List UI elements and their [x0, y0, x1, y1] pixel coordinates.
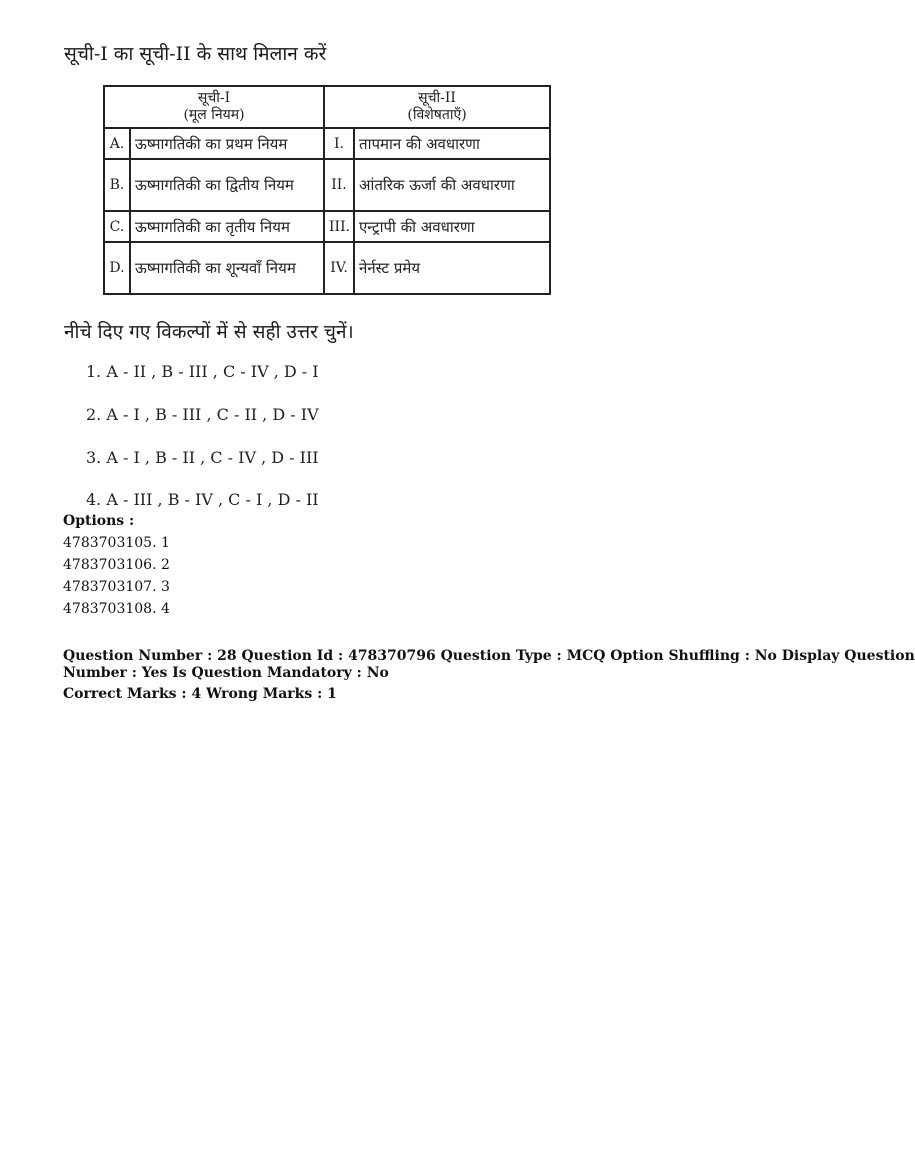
choice-2: 2. A - I , B - III , C - II , D - IV [86, 405, 319, 424]
choice-3: 3. A - I , B - II , C - IV , D - III [86, 448, 319, 467]
table-header-row [104, 86, 550, 128]
row-numeral: II. [324, 159, 354, 211]
option-id-1: 4783703105. 1 [63, 535, 170, 551]
header-list-2-title: सूची-II [418, 90, 456, 106]
question-meta-line-2: Number : Yes Is Question Mandatory : No [63, 665, 389, 681]
choice-4: 4. A - III , B - IV , C - I , D - II [86, 490, 319, 509]
row-letter: D. [104, 242, 130, 294]
header-list-1-title: सूची-I [197, 90, 231, 106]
header-list-2 [324, 86, 550, 128]
row-law: ऊष्मागतिकी का प्रथम नियम [130, 128, 324, 159]
option-id-2: 4783703106. 2 [63, 557, 170, 573]
question-meta-line-1: Question Number : 28 Question Id : 478370796 Question Type : MCQ Option Shuffling : No Display Question [63, 648, 915, 664]
row-numeral: I. [324, 128, 354, 159]
row-feature: एन्ट्रापी की अवधारणा [354, 211, 550, 242]
match-table [103, 85, 551, 295]
row-law: ऊष्मागतिकी का शून्यवाँ नियम [130, 242, 324, 294]
row-numeral: IV. [324, 242, 354, 294]
question-title: सूची-I का सूची-II के साथ मिलान करें [64, 43, 327, 65]
header-list-2-subtitle: (विशेषताएँ) [407, 107, 467, 123]
table-row [104, 128, 550, 159]
row-letter: A. [104, 128, 130, 159]
option-id-3: 4783703107. 3 [63, 579, 170, 595]
question-marks-line: Correct Marks : 4 Wrong Marks : 1 [63, 686, 337, 702]
table-row [104, 211, 550, 242]
row-numeral: III. [324, 211, 354, 242]
row-law: ऊष्मागतिकी का तृतीय नियम [130, 211, 324, 242]
table-row [104, 159, 550, 211]
row-feature: आंतरिक ऊर्जा की अवधारणा [354, 159, 550, 211]
table-row [104, 242, 550, 294]
choice-1: 1. A - II , B - III , C - IV , D - I [86, 362, 319, 381]
header-list-1 [104, 86, 324, 128]
options-label: Options : [63, 513, 135, 529]
row-feature: नेर्नस्ट प्रमेय [354, 242, 550, 294]
row-letter: B. [104, 159, 130, 211]
instruction-text: नीचे दिए गए विकल्पों में से सही उत्तर चुनें। [64, 321, 354, 343]
row-feature: तापमान की अवधारणा [354, 128, 550, 159]
header-list-1-subtitle: (मूल नियम) [183, 107, 245, 123]
row-letter: C. [104, 211, 130, 242]
option-id-4: 4783703108. 4 [63, 601, 170, 617]
row-law: ऊष्मागतिकी का द्वितीय नियम [130, 159, 324, 211]
